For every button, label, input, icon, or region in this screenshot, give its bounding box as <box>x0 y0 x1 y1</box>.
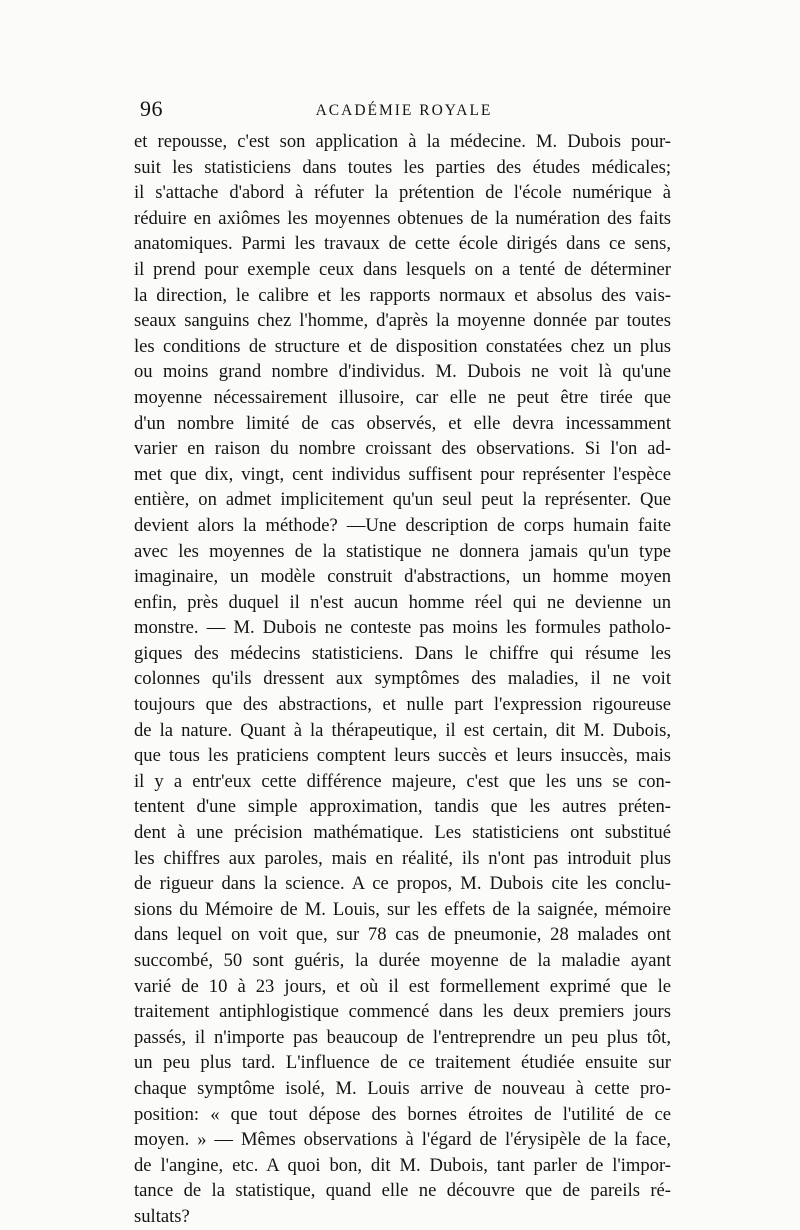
text-line: suit les statisticiens dans toutes les parties des études médicales; <box>134 156 671 178</box>
text-line: un peu plus tard. L'influence de ce traitement étudiée ensuite sur <box>134 1052 671 1074</box>
text-line: de la nature. Quant à la thérapeutique, il est certain, dit M. Dubois, <box>134 719 671 741</box>
text-line: tance de la statistique, quand elle ne découvre que de pareils ré- <box>134 1180 671 1202</box>
text-line: ou moins grand nombre d'individus. M. Dubois ne voit là qu'une <box>134 361 671 383</box>
text-line: moyenne nécessairement illusoire, car elle ne peut être tirée que <box>134 386 671 408</box>
text-line: de l'angine, etc. A quoi bon, dit M. Dubois, tant parler de l'impor- <box>134 1154 671 1176</box>
text-line: de rigueur dans la science. A ce propos, M. Dubois cite les conclu- <box>134 873 671 895</box>
text-line: monstre. — M. Dubois ne conteste pas moins les formules patholo- <box>134 617 671 639</box>
text-line: d'un nombre limité de cas observés, et elle devra incessamment <box>134 412 671 434</box>
text-line: dent à une précision mathématique. Les statisticiens ont substitué <box>134 822 671 844</box>
text-line: succombé, 50 sont guéris, la durée moyenne de la maladie ayant <box>134 950 671 971</box>
text-line: dans lequel on voit que, sur 78 cas de pneumonie, 28 malades ont <box>134 924 671 946</box>
text-line: seaux sanguins chez l'homme, d'après la moyenne donnée par toutes <box>134 310 671 332</box>
body-text <box>134 129 671 1230</box>
text-line: tentent d'une simple approximation, tandis que les autres préten- <box>134 796 671 818</box>
text-line: enfin, près duquel il n'est aucun homme réel qui ne devienne un <box>134 591 671 613</box>
text-line: toujours que des abstractions, et nulle part l'expression rigoureuse <box>134 694 671 716</box>
text-line: chaque symptôme isolé, M. Louis arrive de nouveau à cette pro- <box>134 1077 671 1099</box>
text-line: met que dix, vingt, cent individus suffisent pour représenter l'espèce <box>134 463 671 485</box>
text-line: varié de 10 à 23 jours, et où il est formellement exprimé que le <box>134 975 671 997</box>
text-line: il s'attache d'abord à réfuter la prétention de l'école numérique à <box>134 182 671 204</box>
text-line: colonnes qu'ils dressent aux symptômes des maladies, il ne voit <box>134 668 671 690</box>
text-line: sions du Mémoire de M. Louis, sur les effets de la saignée, mémoire <box>134 898 671 920</box>
page-number: 96 <box>140 96 163 121</box>
text-line: réduire en axiômes les moyennes obtenues de la numération des faits <box>134 207 671 229</box>
text-line: que tous les praticiens comptent leurs succès et leurs insuccès, mais <box>134 745 671 767</box>
text-line: passés, il n'importe pas beaucoup de l'entreprendre un peu plus tôt, <box>134 1026 671 1048</box>
text-line: anatomiques. Parmi les travaux de cette école dirigés dans ce sens, <box>134 233 671 255</box>
text-line: les chiffres aux paroles, mais en réalité, ils n'ont pas introduit plus <box>134 847 671 869</box>
text-line: il prend pour exemple ceux dans lesquels on a tenté de déterminer <box>134 258 671 280</box>
text-line: traitement antiphlogistique commencé dans les deux premiers jours <box>134 1001 671 1023</box>
running-title: ACADÉMIE ROYALE <box>315 102 493 119</box>
text-line: avec les moyennes de la statistique ne donnera jamais qu'un type <box>134 540 671 562</box>
text-line: entière, on admet implicitement qu'un seul peut la représenter. Que <box>134 489 671 511</box>
text-line: imaginaire, un modèle construit d'abstractions, un homme moyen <box>134 566 671 588</box>
page-header <box>140 96 668 126</box>
text-line: sultats? <box>134 1205 190 1227</box>
text-line: position: « que tout dépose des bornes étroites de l'utilité de ce <box>134 1103 671 1125</box>
text-line: et repousse, c'est son application à la médecine. M. Dubois pour- <box>134 131 671 152</box>
text-line: les conditions de structure et de disposition constatées chez un plus <box>134 335 671 357</box>
text-line: il y a entr'eux cette différence majeure, c'est que les uns se con- <box>134 770 671 792</box>
text-line: la direction, le calibre et les rapports normaux et absolus des vais- <box>134 284 671 306</box>
text-line: varier en raison du nombre croissant des observations. Si l'on ad- <box>134 438 671 460</box>
text-line: moyen. » — Mêmes observations à l'égard de l'érysipèle de la face, <box>134 1129 671 1151</box>
text-line: giques des médecins statisticiens. Dans le chiffre qui résume les <box>134 642 671 664</box>
text-line: devient alors la méthode? —Une description de corps humain faite <box>134 514 671 536</box>
